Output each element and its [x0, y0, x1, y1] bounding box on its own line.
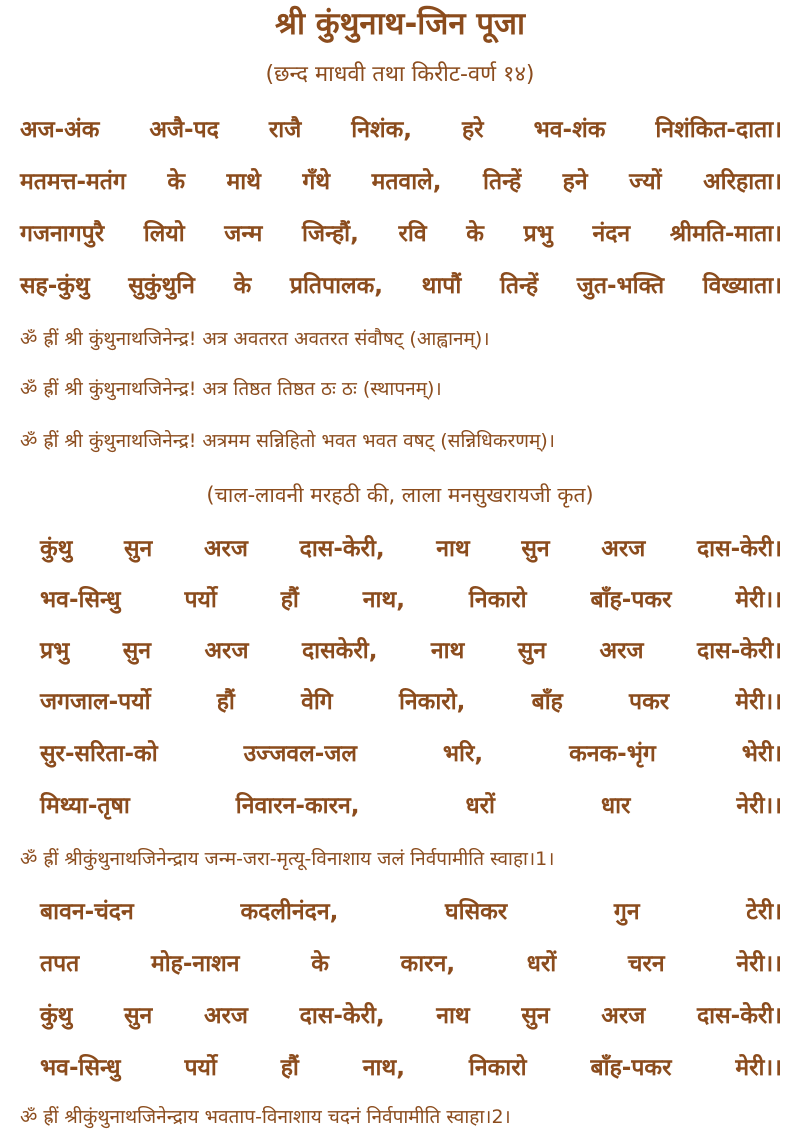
verse-word: मोह-नाशन — [150, 951, 240, 977]
verse-word: अरिहाता। — [703, 169, 782, 195]
verse-word: सुन — [521, 1003, 550, 1029]
verse-word: घसिकर — [445, 899, 508, 925]
verse-word: थापौं — [421, 273, 462, 299]
verse-word: धरों — [465, 793, 495, 819]
intro-verse-line-3 — [20, 214, 782, 254]
verse-word: निकारो — [468, 587, 527, 613]
verse-word: अज-अंक — [20, 117, 100, 143]
verse-word: कदलीनंदन, — [240, 899, 339, 925]
stanza1-line-5 — [40, 734, 782, 774]
verse-word: नेरी।। — [736, 951, 782, 977]
intro-verse-line-2 — [20, 162, 782, 202]
verse-word: गुन — [613, 899, 640, 925]
verse-word: सुन — [124, 1003, 153, 1029]
verse-word: बावन-चंदन — [40, 899, 134, 925]
stanza2-line-1 — [40, 892, 782, 932]
stanza1-line-2 — [40, 580, 782, 620]
verse-word: विख्याता। — [702, 273, 782, 299]
verse-word: दास-केरी। — [696, 638, 782, 664]
verse-word: निवारन-कारन, — [235, 793, 360, 819]
verse-word: दास-केरी, — [299, 536, 385, 562]
verse-word: पर्यो — [184, 587, 217, 613]
verse-word: कुंथु — [40, 536, 73, 562]
verse-word: नंदन — [592, 221, 631, 247]
verse-word: मिथ्या-तृषा — [40, 793, 130, 819]
verse-word: कनक-भृंग — [569, 741, 656, 767]
stanza1-line-3 — [40, 631, 782, 671]
verse-word: उज्जवल-जल — [243, 741, 357, 767]
verse-word: सुन — [517, 638, 547, 664]
verse-word: सुन — [124, 536, 153, 562]
verse-word: टेरी। — [746, 899, 782, 925]
verse-word: मेरी।। — [735, 1055, 782, 1081]
verse-word: पकर — [629, 689, 670, 715]
verse-word: अरज — [601, 1003, 646, 1029]
verse-word: सुन — [122, 638, 152, 664]
verse-word: माथे — [226, 169, 261, 195]
verse-word: नाथ — [436, 1003, 470, 1029]
verse-word: जन्म — [224, 221, 263, 247]
verse-word: राजै — [268, 117, 302, 143]
verse-word: नाथ — [436, 536, 470, 562]
verse-word: जिन्हौं, — [302, 221, 359, 247]
verse-word: पर्यो — [184, 1055, 217, 1081]
verse-word: दासकेरी, — [301, 638, 378, 664]
verse-word: हौं — [280, 1055, 299, 1081]
verse-word: तिन्हें — [483, 169, 522, 195]
verse-word: प्रभु — [523, 221, 553, 247]
verse-word: जुत-भक्ति — [576, 273, 665, 299]
verse-word: भव-शंक — [533, 117, 606, 143]
mantra-sannidhikaranam: ॐ ह्रीं श्री कुंथुनाथजिनेन्द्र! अत्रमम सन्निहितो भवत भवत वषट् (सन्निधिकरणम्)। — [20, 430, 555, 452]
verse-word: हने — [562, 169, 588, 195]
verse-word: भरि, — [442, 741, 484, 767]
verse-word: दास-केरी। — [696, 536, 782, 562]
verse-word: भव-सिन्धु — [40, 1055, 121, 1081]
verse-word: चरन — [627, 951, 665, 977]
verse-word: नाथ — [430, 638, 465, 664]
meter-subtitle: (छन्द माधवी तथा किरीट-वर्ण १४) — [265, 62, 535, 87]
verse-word: सह-कुंथु — [20, 273, 90, 299]
verse-word: ज्यों — [629, 169, 662, 195]
stanza1-line-1 — [40, 529, 782, 569]
verse-word: हरे — [461, 117, 484, 143]
verse-word: तपत — [40, 951, 80, 977]
verse-word: मतवाले, — [371, 169, 442, 195]
verse-word: धरों — [526, 951, 557, 977]
verse-word: सुन — [521, 536, 550, 562]
mantra-chandanam: ॐ ह्रीं श्रीकुंथुनाथजिनेन्द्राय भवताप-विनाशाय चदनं निर्वपामीति स्वाहा।2। — [20, 1106, 511, 1128]
verse-word: के — [167, 169, 186, 195]
page-title: श्री कुंथुनाथ-जिन पूजा — [275, 6, 525, 42]
verse-word: मतमत्त-मतंग — [20, 169, 126, 195]
verse-word: रवि — [398, 221, 427, 247]
verse-word: वेगि — [301, 689, 333, 715]
verse-word: हौं — [216, 689, 235, 715]
verse-word: अरज — [601, 536, 646, 562]
verse-word: अरज — [203, 536, 248, 562]
verse-word: दास-केरी, — [299, 1003, 385, 1029]
verse-word: श्रीमति-माता। — [669, 221, 782, 247]
verse-word: सुकुंथुनि — [128, 273, 195, 299]
verse-word: प्रभु — [40, 638, 70, 664]
verse-word: के — [466, 221, 484, 247]
verse-word: नेरी।। — [736, 793, 782, 819]
mantra-jalam: ॐ ह्रीं श्रीकुंथुनाथजिनेन्द्राय जन्म-जरा-मृत्यू-विनाशाय जलं निर्वपामीति स्वाहा।1। — [20, 848, 555, 870]
verse-word: अरज — [203, 1003, 248, 1029]
verse-word: हौं — [280, 587, 299, 613]
chal-heading: (चाल-लावनी मरहठी की, लाला मनसुखरायजी कृत) — [206, 483, 594, 507]
verse-word: निशंक, — [351, 117, 412, 143]
intro-verse-line-1 — [20, 110, 782, 150]
verse-word: दास-केरी। — [696, 1003, 782, 1029]
verse-word: तिन्हें — [499, 273, 539, 299]
verse-word: मेरी।। — [735, 587, 782, 613]
stanza2-line-2 — [40, 944, 782, 984]
verse-word: जगजाल-पर्यो — [40, 689, 151, 715]
stanza2-line-3 — [40, 996, 782, 1036]
verse-word: गजनागपुरै — [20, 221, 105, 247]
verse-word: भेरी। — [741, 741, 782, 767]
verse-word: अरज — [599, 638, 644, 664]
verse-word: सुर-सरिता-को — [40, 741, 158, 767]
verse-word: निशंकित-दाता। — [655, 117, 782, 143]
mantra-sthapanam: ॐ ह्रीं श्री कुंथुनाथजिनेन्द्र! अत्र तिष्ठत तिष्ठत ठः ठः (स्थापनम्)। — [20, 378, 442, 400]
stanza2-line-4 — [40, 1048, 782, 1088]
verse-word: निकारो — [468, 1055, 527, 1081]
stanza1-line-6 — [40, 786, 782, 826]
verse-word: बाँह — [531, 689, 563, 715]
verse-word: कुंथु — [40, 1003, 73, 1029]
stanza1-line-4 — [40, 682, 782, 722]
verse-word: धार — [600, 793, 631, 819]
verse-word: कारन, — [400, 951, 456, 977]
verse-word: नाथ, — [362, 587, 405, 613]
verse-word: बाँह-पकर — [590, 587, 672, 613]
verse-word: अरज — [204, 638, 249, 664]
verse-word: के — [233, 273, 252, 299]
intro-verse-line-4 — [20, 266, 782, 306]
verse-word: नाथ, — [362, 1055, 405, 1081]
verse-word: लियो — [143, 221, 185, 247]
verse-word: के — [311, 951, 329, 977]
verse-word: भव-सिन्धु — [40, 587, 121, 613]
verse-word: गँथे — [302, 169, 331, 195]
verse-word: बाँह-पकर — [590, 1055, 672, 1081]
verse-word: प्रतिपालक, — [289, 273, 384, 299]
verse-word: अजै-पद — [149, 117, 219, 143]
verse-word: निकारो, — [398, 689, 466, 715]
verse-word: मेरी।। — [735, 689, 782, 715]
mantra-ahvanam: ॐ ह्रीं श्री कुंथुनाथजिनेन्द्र! अत्र अवतरत अवतरत संवौषट् (आह्वानम्)। — [20, 328, 490, 350]
